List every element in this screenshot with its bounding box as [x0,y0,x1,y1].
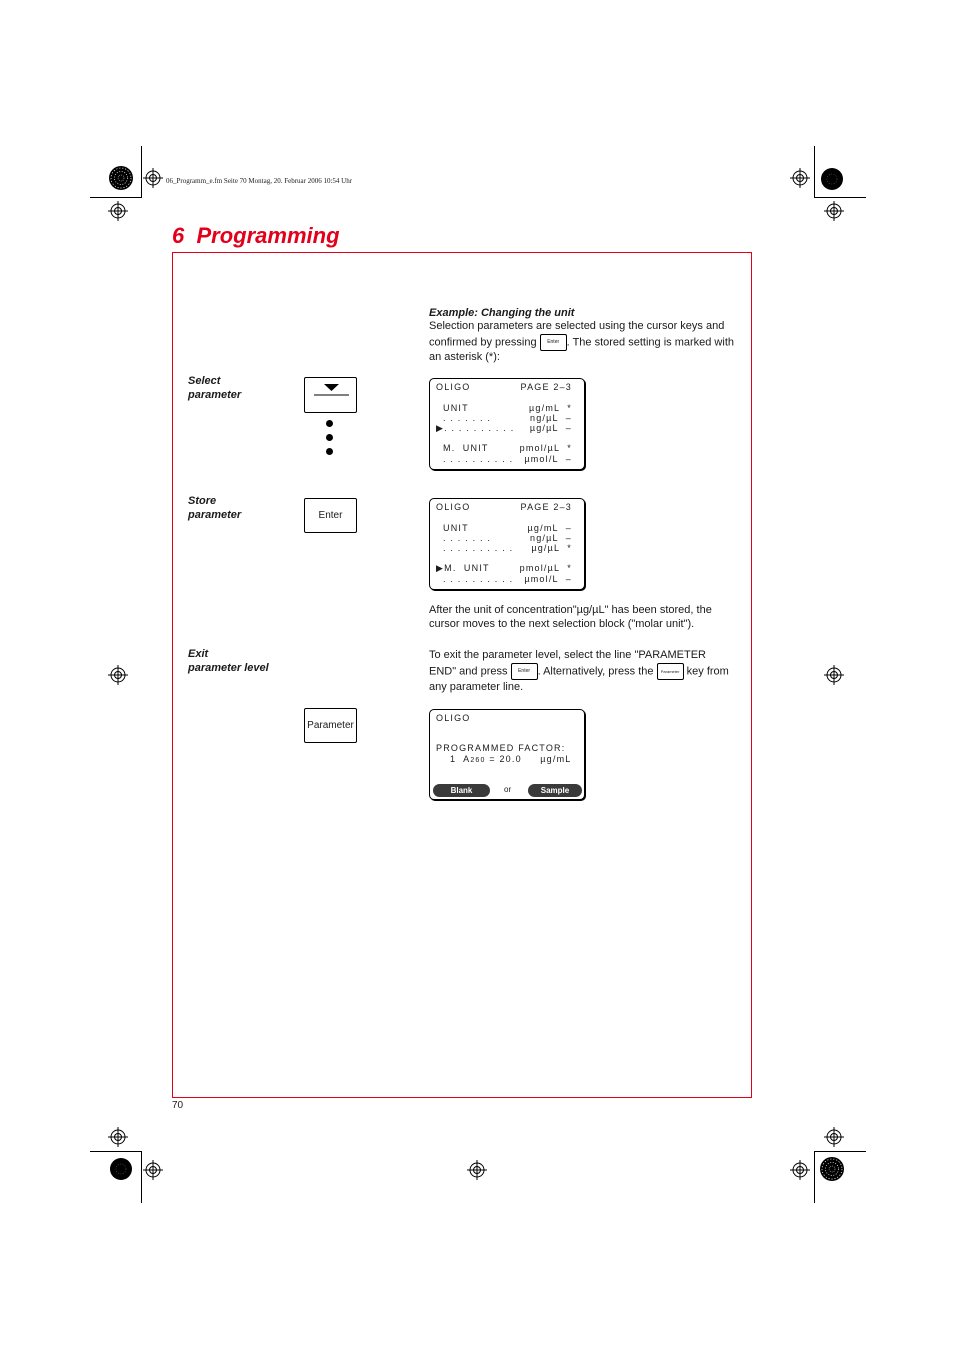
lcd-row-right: pmol/µL * [519,443,572,453]
blank-button[interactable]: Blank [433,784,490,797]
lcd-row-left: UNIT [443,403,469,413]
lcd-factor-result: = 20.0 µg/mL [485,754,572,764]
page-number: 70 [172,1100,184,1111]
lcd-factor-label: PROGRAMMED FACTOR: [436,743,566,753]
after-store-text: After the unit of concentration"µg/µL" has been stored, the cursor moves to the next selection block ("molar unit"). [429,604,712,630]
lcd-page: PAGE 2–3 [520,502,572,512]
chapter-number: 6 [172,223,185,248]
registration-target-icon [467,1160,487,1180]
step-exit-label-line2: parameter level [188,661,269,674]
lcd-row-left: UNIT [443,523,469,533]
registration-star-icon [109,166,133,190]
enter-key-inline: Enter [540,334,567,351]
sample-button[interactable]: Sample [528,784,582,797]
registration-target-icon [824,665,844,685]
registration-target-icon [108,665,128,685]
cursor-down-key[interactable] [304,377,357,413]
exit-text-part3: key from any parameter line. [429,665,729,693]
parameter-key[interactable]: Parameter [304,708,357,743]
lcd-row-right: µg/mL * [529,403,572,413]
lcd-row-left-cursor: ▶M. UNIT [436,563,490,573]
lcd-title: OLIGO [436,382,471,392]
print-meta: 06_Programm_e.fm Seite 70 Montag, 20. Februar 2006 10:54 Uhr [166,177,353,185]
step-select-label [188,375,241,402]
lcd-row-right: µg/mL – [527,523,572,533]
lcd-row-left: . . . . . . . . . . [443,574,514,584]
lcd-factor-value [450,754,571,766]
example-intro [429,320,735,364]
lcd-row-right: µmol/L – [524,574,572,584]
step-select-label-line2: parameter [188,388,242,401]
example-intro-text-end: . The stored setting is marked with an asterisk (*): [429,335,734,363]
lcd-factor-prefix: 1 A [450,754,471,764]
lcd-title: OLIGO [436,502,471,512]
lcd-row-right: µmol/L – [524,454,572,464]
lcd-display-exit [429,709,585,800]
example-intro-text: Selection parameters are selected using the cursor keys and confirmed by pressing [429,320,725,348]
lcd-row-right: pmol/µL * [519,563,572,573]
lcd-row-left: M. UNIT [443,443,489,453]
lcd-display-store [429,498,585,590]
lcd-factor-wavelength: 260 [470,757,486,764]
registration-star-icon [820,1157,844,1181]
enter-key-inline: Enter [511,663,538,680]
step-exit-label-line1: Exit [188,648,209,660]
or-text: or [504,785,512,794]
registration-dot-icon [110,1158,132,1180]
lcd-row-left: . . . . . . . . . . [443,454,514,464]
step-store-label-line1: Store [188,495,217,507]
lcd-row-right: ng/µL – [530,413,572,423]
lcd-row-right: µg/µL * [531,543,572,553]
registration-target-icon [108,1127,128,1147]
exit-text [429,648,735,695]
exit-text-part2: . Alternatively, press the [537,665,654,678]
lcd-page: PAGE 2–3 [520,382,572,392]
repeat-dot [326,448,333,455]
lcd-row-left: . . . . . . . [443,533,492,543]
lcd-display-select [429,378,585,470]
lcd-row-left-cursor: ▶. . . . . . . . . . [436,423,515,433]
chapter-title: Programming [196,223,340,248]
chapter-heading [172,223,340,249]
lcd-row-right: µg/µL – [529,423,572,433]
repeat-dot [326,420,333,427]
step-store-label [188,495,241,522]
repeat-dot [326,434,333,441]
step-select-label-line1: Select [188,375,221,387]
registration-target-icon [790,168,810,188]
registration-target-icon [824,201,844,221]
exit-text-part1: To exit the parameter level, select the line "PARAMETER END" and press [429,649,706,678]
parameter-key-inline: Parameter [657,663,684,680]
lcd-title: OLIGO [436,713,471,723]
example-heading: Example: Changing the unit [429,307,575,319]
lcd-row-right: ng/µL – [530,533,572,543]
registration-target-icon [790,1160,810,1180]
step-exit-label [188,648,269,675]
lcd-row-left: . . . . . . . [443,413,492,423]
registration-target-icon [143,168,163,188]
registration-target-icon [143,1160,163,1180]
lcd-row-left: . . . . . . . . . . [443,543,514,553]
registration-dot-icon [821,168,843,190]
enter-key[interactable]: Enter [304,498,357,533]
step-store-label-line2: parameter [188,508,242,521]
cursor-down-icon [305,377,356,413]
registration-target-icon [824,1127,844,1147]
registration-target-icon [108,201,128,221]
